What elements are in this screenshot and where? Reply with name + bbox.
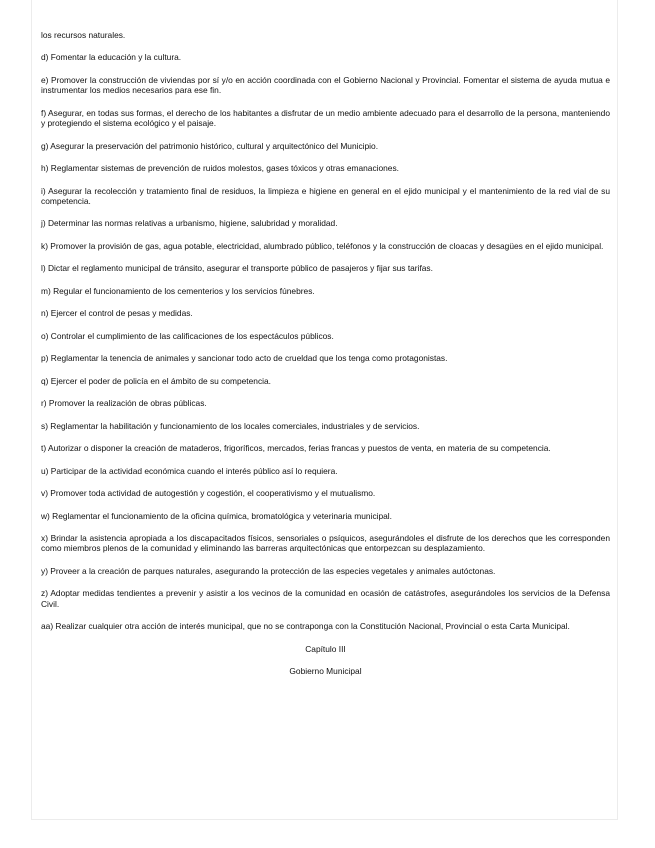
paragraph-s: s) Reglamentar la habilitación y funcionamiento de los locales comerciales, industriales y de servicios. xyxy=(41,420,420,431)
paragraph-h: h) Reglamentar sistemas de prevención de ruidos molestos, gases tóxicos y otras emanaciones. xyxy=(41,163,399,174)
paragraph-q: q) Ejercer el poder de policía en el ámbito de su competencia. xyxy=(41,375,271,386)
paragraph-x: x) Brindar la asistencia apropiada a los discapacitados físicos, sensoriales o psíquicos, asegurándoles el disfrute de los derechos que les corresponden como miembros plenos de la comunidad y eliminando las barreras arquitectónicas que entorpezcan su desplazamiento. xyxy=(41,533,610,554)
paragraph-aa: aa) Realizar cualquier otra acción de interés municipal, que no se contraponga con la Constitución Nacional, Provincial o esta Carta Municipal. xyxy=(41,621,570,632)
paragraph-c-continued: los recursos naturales. xyxy=(41,30,126,40)
paragraph-k: k) Promover la provisión de gas, agua potable, electricidad, alumbrado público, teléfonos y la construcción de cloacas y desagües en el ejido municipal. xyxy=(41,240,604,251)
paragraph-g: g) Asegurar la preservación del patrimonio histórico, cultural y arquitectónico del Municipio. xyxy=(41,140,379,151)
paragraph-v: v) Promover toda actividad de autogestión y cogestión, el cooperativismo y el mutualismo. xyxy=(41,488,376,499)
paragraph-z: z) Adoptar medidas tendientes a prevenir y asistir a los vecinos de la comunidad en ocasión de catástrofes, asegurándoles los servicios de la Defensa Civil. xyxy=(41,588,610,609)
paragraph-t: t) Autorizar o disponer la creación de mataderos, frigoríficos, mercados, ferias francas y puestos de venta, en materia de su competencia. xyxy=(41,443,551,454)
chapter-number: Capítulo III xyxy=(305,643,346,654)
paragraph-d: d) Fomentar la educación y la cultura. xyxy=(41,52,182,63)
paragraph-p: p) Reglamentar la tenencia de animales y sancionar todo acto de crueldad que los tenga como protagonistas. xyxy=(41,353,448,364)
paragraph-f: f) Asegurar, en todas sus formas, el derecho de los habitantes a disfrutar de un medio ambiente adecuado para el desarrollo de la persona, manteniendo y protegiendo el sistema ecológico y el paisaje. xyxy=(41,107,610,129)
paragraph-r: r) Promover la realización de obras públicas. xyxy=(41,398,207,409)
paragraph-l: l) Dictar el reglamento municipal de tránsito, asegurar el transporte público de pasajeros y fijar sus tarifas. xyxy=(41,263,433,274)
document-body xyxy=(41,30,610,689)
document-page xyxy=(31,0,618,820)
paragraph-j: j) Determinar las normas relativas a urbanismo, higiene, salubridad y moralidad. xyxy=(41,218,338,229)
paragraph-w: w) Reglamentar el funcionamiento de la oficina química, bromatológica y veterinaria municipal. xyxy=(41,510,392,521)
paragraph-n: n) Ejercer el control de pesas y medidas. xyxy=(41,308,193,319)
paragraph-i: i) Asegurar la recolección y tratamiento final de residuos, la limpieza e higiene en general en el ejido municipal y el mantenimiento de la red vial de su competencia. xyxy=(41,185,610,206)
paragraph-e: e) Promover la construcción de viviendas por sí y/o en acción coordinada con el Gobierno Nacional y Provincial. Fomentar el sistema de ayuda mutua e instrumentar los medios necesarios para ese fin. xyxy=(41,74,610,96)
chapter-title: Gobierno Municipal xyxy=(289,666,362,677)
paragraph-y: y) Proveer a la creación de parques naturales, asegurando la protección de las especies vegetales y animales autóctonas. xyxy=(41,565,496,576)
paragraph-o: o) Controlar el cumplimiento de las calificaciones de los espectáculos públicos. xyxy=(41,330,334,341)
paragraph-u: u) Participar de la actividad económica cuando el interés público así lo requiera. xyxy=(41,465,338,476)
paragraph-m: m) Regular el funcionamiento de los cementerios y los servicios fúnebres. xyxy=(41,285,315,296)
